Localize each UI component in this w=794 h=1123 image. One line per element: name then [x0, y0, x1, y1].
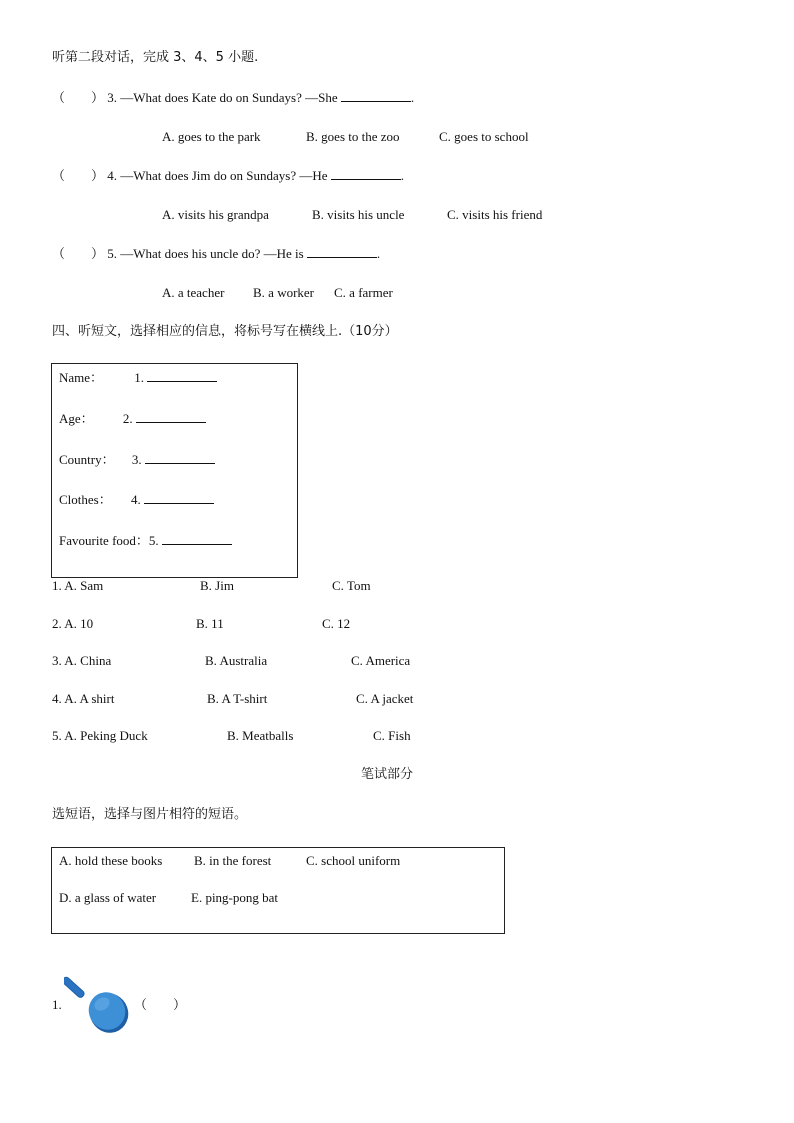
question-text: 3. —What does Kate do on Sundays? —She	[107, 90, 341, 105]
choice-1b[interactable]: B. Jim	[200, 578, 234, 593]
q4-option-b[interactable]: B. visits his uncle	[312, 207, 405, 222]
question-text: 4. —What does Jim do on Sundays? —He	[107, 168, 331, 183]
choice-2a[interactable]: 2. A. 10	[52, 616, 94, 631]
choice-4b[interactable]: B. A T-shirt	[207, 691, 268, 706]
question-3: （ ） 3. —What does Kate do on Sundays? —She .	[52, 90, 415, 105]
info-label: Name：	[59, 370, 104, 385]
info-label: Age：	[59, 411, 94, 426]
written-section-heading: 笔试部分	[361, 767, 414, 782]
choice-3c[interactable]: C. America	[351, 653, 411, 668]
question-5: （ ） 5. —What does his uncle do? —He is .	[52, 246, 381, 261]
q3-option-a[interactable]: A. goes to the park	[162, 129, 261, 144]
answer-paren[interactable]: （ ）	[52, 90, 105, 105]
answer-blank[interactable]	[307, 246, 377, 258]
answer-blank[interactable]	[144, 492, 214, 504]
answer-blank[interactable]	[341, 90, 411, 102]
info-row-favourite-food: Favourite food：5.	[59, 533, 232, 549]
choice-1a[interactable]: 1. A. Sam	[52, 578, 104, 593]
phrase-e: E. ping-pong bat	[191, 890, 279, 905]
choice-3b[interactable]: B. Australia	[205, 653, 268, 668]
info-row-clothes: Clothes： 4.	[59, 492, 214, 508]
q5-option-c[interactable]: C. a farmer	[334, 285, 393, 300]
choice-3a[interactable]: 3. A. China	[52, 653, 112, 668]
answer-blank[interactable]	[162, 533, 232, 545]
question-text: 5. —What does his uncle do? —He is	[107, 246, 307, 261]
info-label: Country：	[59, 452, 115, 467]
question-4: （ ） 4. —What does Jim do on Sundays? —He .	[52, 168, 405, 183]
choice-2b[interactable]: B. 11	[196, 616, 224, 631]
answer-paren[interactable]: （ ）	[52, 168, 105, 183]
answer-blank[interactable]	[145, 452, 215, 464]
phrase-b: B. in the forest	[194, 853, 272, 868]
info-row-age: Age： 2.	[59, 411, 206, 427]
answer-blank[interactable]	[136, 411, 206, 423]
choice-5a[interactable]: 5. A. Peking Duck	[52, 728, 148, 743]
q4-option-c[interactable]: C. visits his friend	[447, 207, 543, 222]
ping-pong-paddle-icon	[64, 970, 134, 1040]
answer-paren[interactable]: （ ）	[134, 997, 187, 1012]
choice-2c[interactable]: C. 12	[322, 616, 351, 631]
phrase-c: C. school uniform	[306, 853, 401, 868]
choice-5c[interactable]: C. Fish	[373, 728, 411, 743]
answer-blank[interactable]	[147, 370, 217, 382]
phrase-d: D. a glass of water	[59, 890, 157, 905]
info-row-country: Country： 3.	[59, 452, 215, 468]
choice-4a[interactable]: 4. A. A shirt	[52, 691, 115, 706]
choice-4c[interactable]: C. A jacket	[356, 691, 414, 706]
q5-option-b[interactable]: B. a worker	[253, 285, 315, 300]
q3-option-b[interactable]: B. goes to the zoo	[306, 129, 400, 144]
part2-instruction: 听第二段对话，完成 3、4、5 小题.	[52, 50, 259, 65]
answer-paren[interactable]: （ ）	[52, 246, 105, 261]
choice-1c[interactable]: C. Tom	[332, 578, 371, 593]
section4-title: 四、听短文，选择相应的信息，将标号写在横线上.（10分）	[52, 324, 398, 339]
info-label: Favourite food：	[59, 533, 149, 548]
choice-5b[interactable]: B. Meatballs	[227, 728, 294, 743]
phrase-a: A. hold these books	[59, 853, 163, 868]
answer-blank[interactable]	[331, 168, 401, 180]
phrase-instruction: 选短语，选择与图片相符的短语。	[52, 807, 248, 822]
q5-option-a[interactable]: A. a teacher	[162, 285, 225, 300]
info-label: Clothes：	[59, 492, 112, 507]
picture-question-number: 1.	[52, 997, 62, 1012]
q4-option-a[interactable]: A. visits his grandpa	[162, 207, 269, 222]
q3-option-c[interactable]: C. goes to school	[439, 129, 529, 144]
info-row-name: Name： 1.	[59, 370, 217, 386]
